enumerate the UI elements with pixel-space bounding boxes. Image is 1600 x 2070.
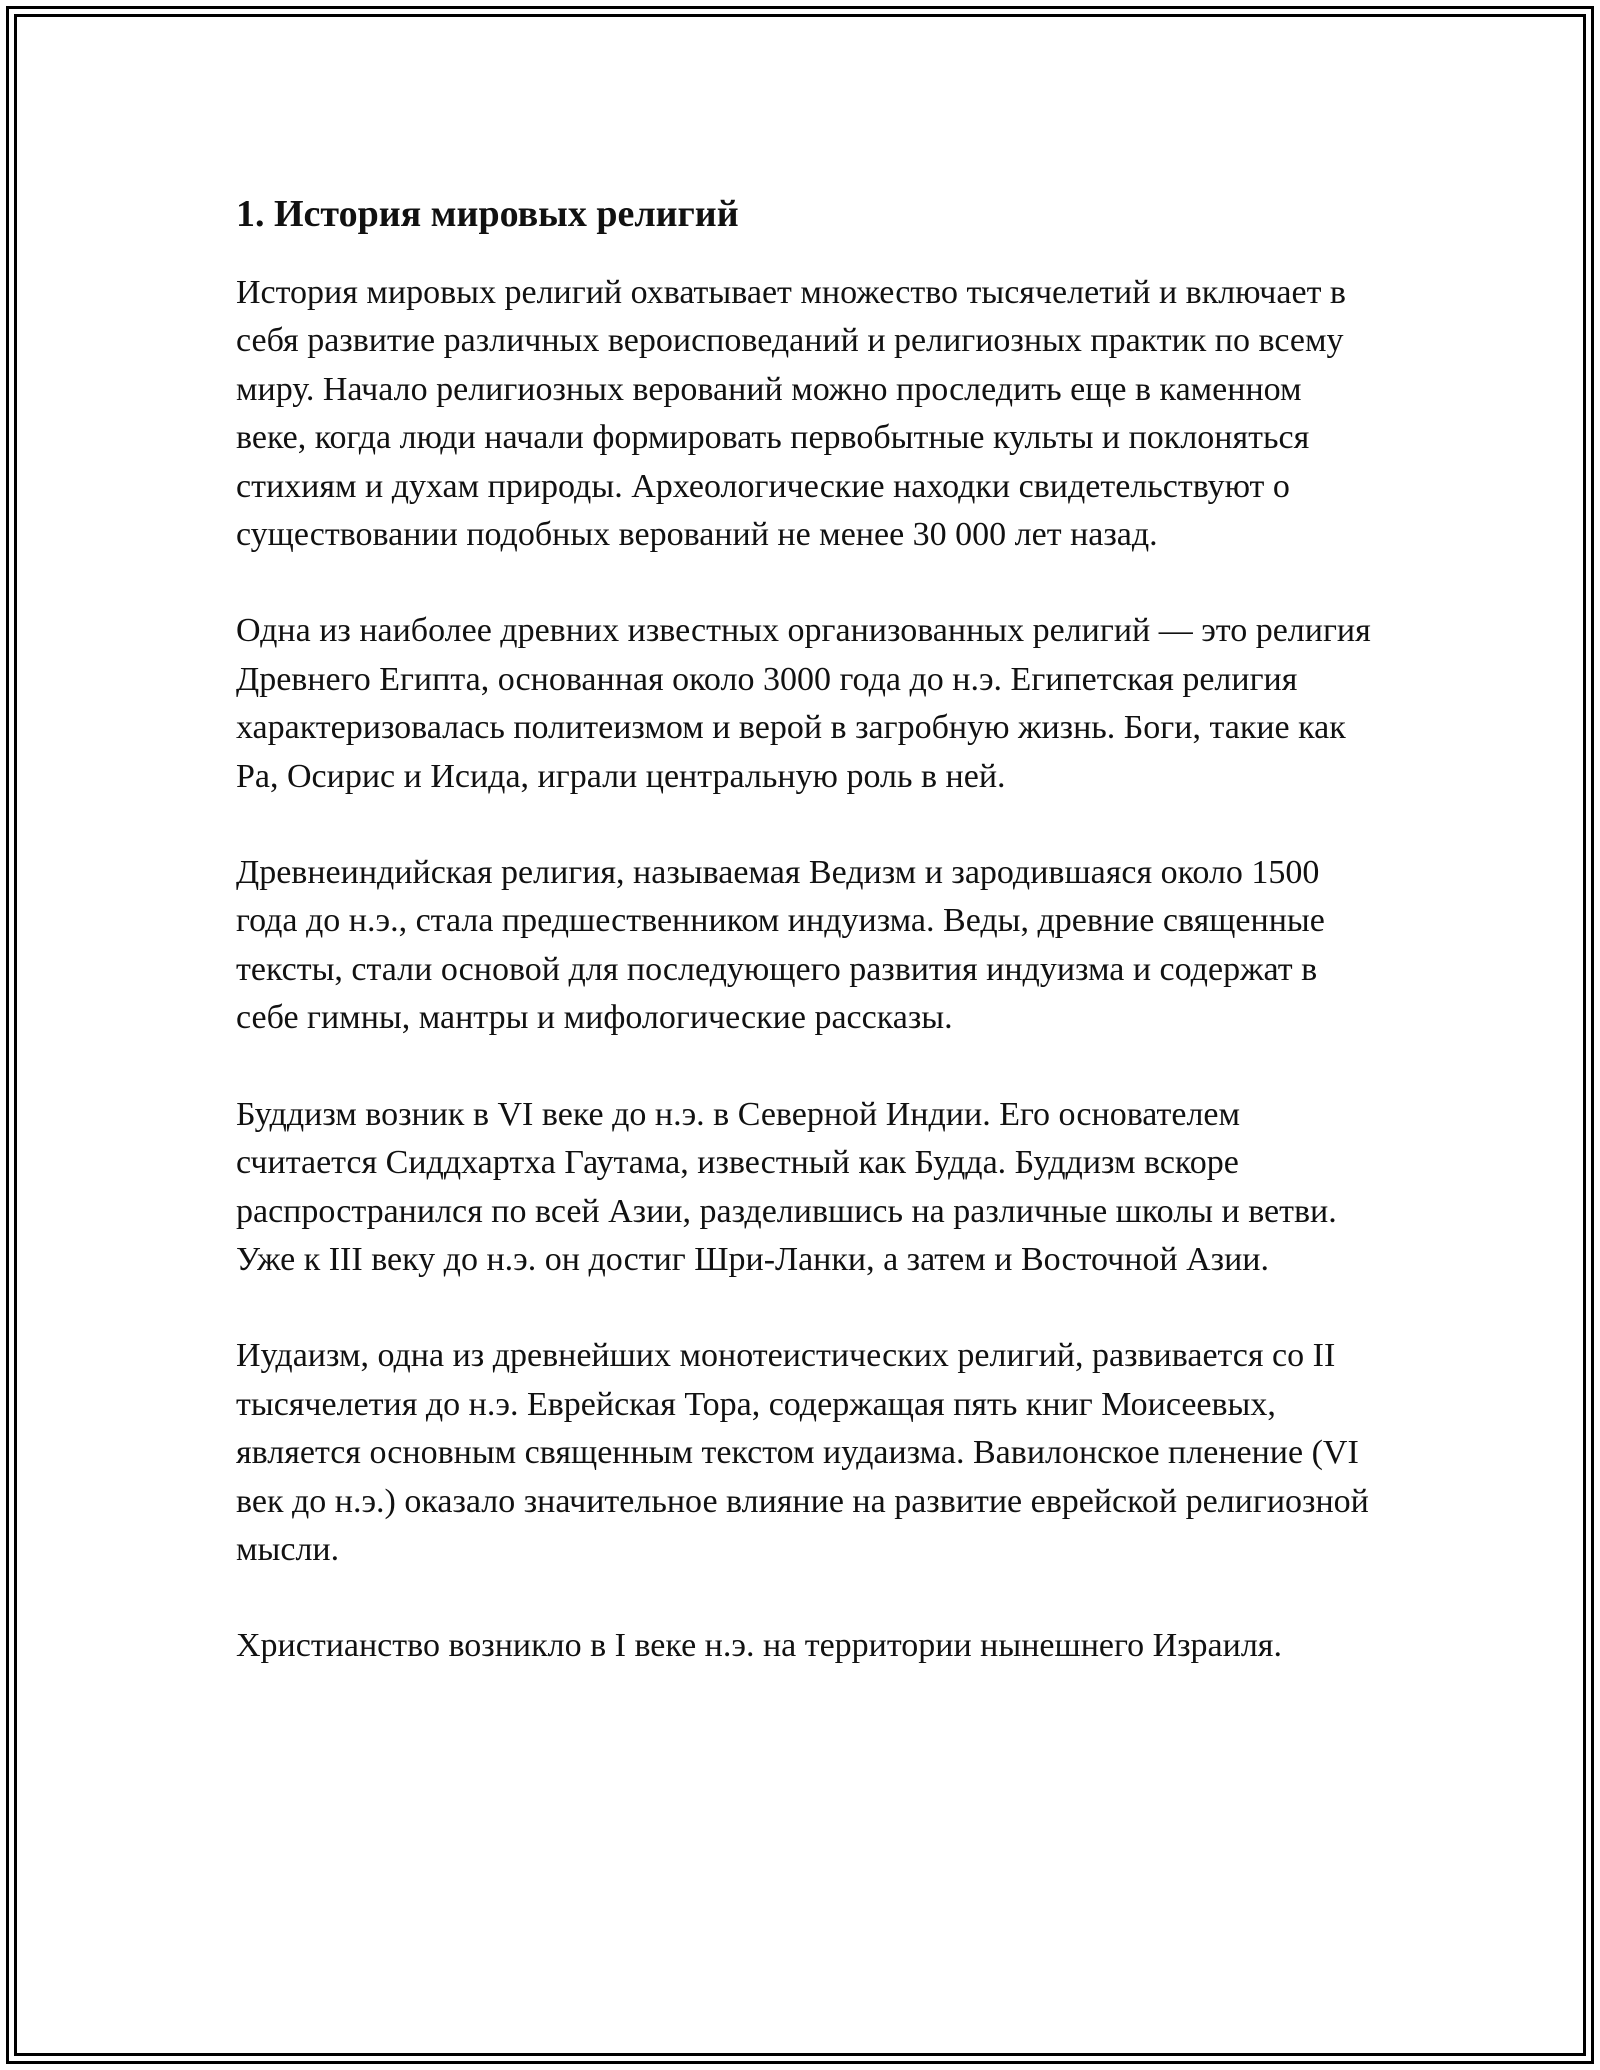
- paragraph-christianity: Христианство возникло в I веке н.э. на территории нынешнего Израиля.: [236, 1627, 1282, 1665]
- document-body: [236, 188, 1376, 1719]
- paragraph-vedism: Древнеиндийская религия, называемая Ведизм и зародившаяся около 1500 года до н.э., стала предшественником индуизма. Веды, древние священные тексты, стали основой для последующего развития индуизма и содержат в себе гимны, мантры и мифологические рассказы.: [236, 854, 1325, 1037]
- paragraph-judaism: Иудаизм, одна из древнейших монотеистических религий, развивается со II тысячелетия до н.э. Еврейская Тора, содержащая пять книг Моисеевых, является основным священным текстом иудаизма. Вавилонское пленение (VI век до н.э.) оказало значительное влияние на развитие еврейской религиозной мысли.: [236, 1337, 1369, 1568]
- paragraph-prehistory: История мировых религий охватывает множество тысячелетий и включает в себя развитие различных вероисповеданий и религиозных практик по всему миру. Начало религиозных верований можно проследить еще в каменном веке, когда люди начали формировать первобытные культы и поклоняться стихиям и духам природы. Археологические находки свидетельствуют о существовании подобных верований не менее 30 000 лет назад.: [236, 274, 1346, 554]
- section-heading: 1. История мировых религий: [236, 193, 739, 235]
- paragraph-buddhism: Буддизм возник в VI веке до н.э. в Северной Индии. Его основателем считается Сиддхартха Гаутама, известный как Будда. Буддизм вскоре распространился по всей Азии, разделившись на различные школы и ветви. Уже к III веку до н.э. он достиг Шри-Ланки, а затем и Восточной Азии.: [236, 1095, 1337, 1278]
- paragraph-egypt: Одна из наиболее древних известных организованных религий — это религия Древнего Египта, основанная около 3000 года до н.э. Египетская религия характеризовалась политеизмом и верой в загробную жизнь. Боги, такие как Ра, Осирис и Исида, играли центральную роль в ней.: [236, 612, 1371, 795]
